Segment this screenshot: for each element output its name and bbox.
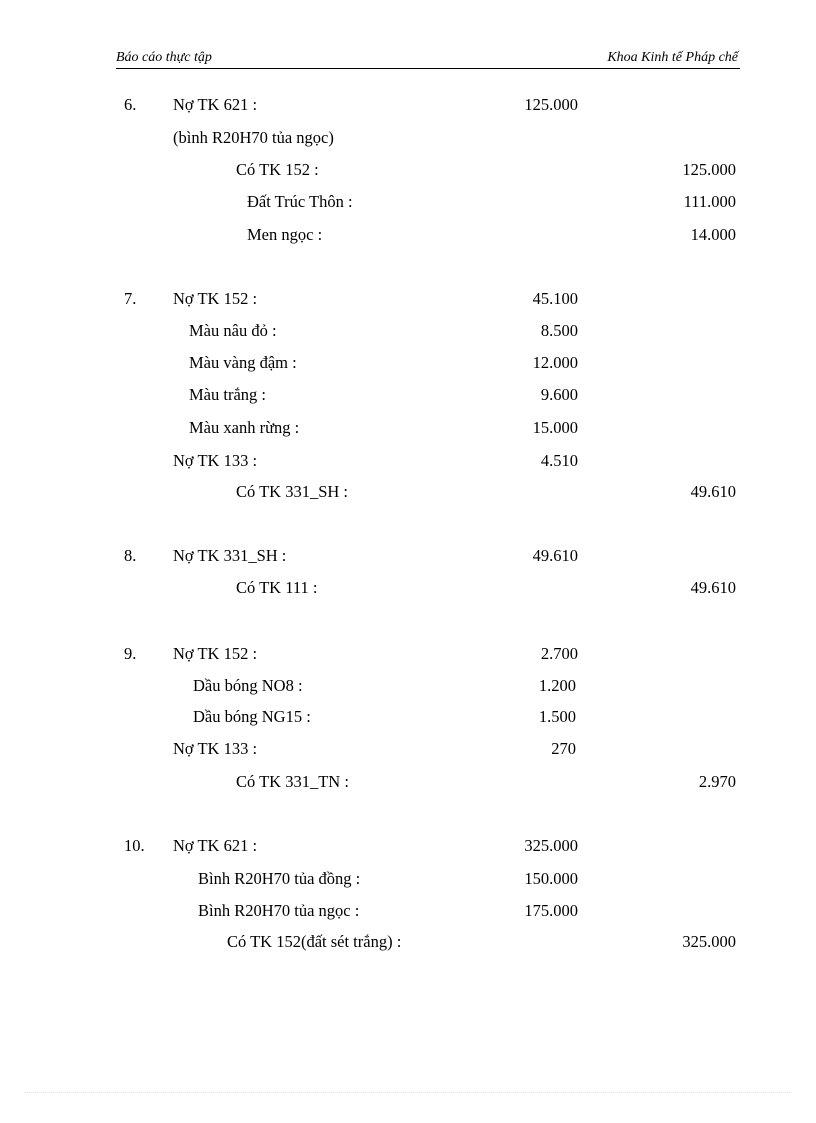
account-label: Có TK 331_TN : (236, 772, 349, 791)
debit-amount: 45.100 (532, 289, 578, 308)
header-rule (116, 68, 740, 69)
entry-number: 7. (124, 289, 137, 308)
account-label: Bình R20H70 tủa ngọc : (198, 901, 360, 920)
account-label: Nợ TK 621 : (173, 95, 258, 114)
entry-line (0, 223, 816, 247)
debit-amount: 270 (551, 739, 576, 758)
entry-number: 9. (124, 644, 137, 663)
debit-amount: 1.500 (538, 707, 576, 726)
account-label: Dầu bóng NO8 : (193, 676, 303, 695)
debit-amount: 15.000 (532, 418, 578, 437)
debit-amount: 325.000 (524, 836, 578, 855)
account-label: Có TK 152(đất sét trắng) : (227, 932, 402, 951)
account-label: Nợ TK 152 : (173, 644, 258, 663)
entry-line (0, 867, 816, 891)
entry-line (0, 544, 816, 568)
entry-line (0, 480, 816, 504)
entry-line (0, 576, 816, 600)
debit-amount: 9.600 (540, 385, 578, 404)
entry-number: 6. (124, 95, 137, 114)
entry-line (0, 158, 816, 182)
account-label: Có TK 111 : (236, 578, 318, 597)
debit-amount: 175.000 (524, 901, 578, 920)
debit-amount: 49.610 (532, 546, 578, 565)
entry-number: 10. (124, 836, 145, 855)
credit-amount: 2.970 (698, 772, 736, 791)
debit-amount: 8.500 (540, 321, 578, 340)
entry-line (0, 416, 816, 440)
entry-line (0, 770, 816, 794)
entry-line (0, 930, 816, 954)
entry-line (0, 126, 816, 150)
entry-line (0, 642, 816, 666)
entry-line (0, 899, 816, 923)
account-label: Dầu bóng NG15 : (193, 707, 311, 726)
credit-amount: 325.000 (682, 932, 736, 951)
account-label: Có TK 152 : (236, 160, 319, 179)
debit-amount: 1.200 (538, 676, 576, 695)
account-label: Nợ TK 152 : (173, 289, 258, 308)
account-label: Bình R20H70 tủa đồng : (198, 869, 361, 888)
account-label: Đất Trúc Thôn : (247, 192, 353, 211)
entry-line (0, 190, 816, 214)
entry-line (0, 674, 816, 698)
entry-line (0, 737, 816, 761)
header-faculty: Khoa Kinh tế Pháp chế (607, 50, 738, 65)
entry-number: 8. (124, 546, 137, 565)
account-label: Màu xanh rừng : (189, 418, 300, 437)
entry-line (0, 449, 816, 473)
account-label: Nợ TK 133 : (173, 451, 258, 470)
footer-dotted-line (24, 1092, 792, 1093)
account-label: Màu trắng : (189, 385, 266, 404)
debit-amount: 4.510 (540, 451, 578, 470)
account-label: (bình R20H70 tủa ngọc) (173, 128, 334, 147)
debit-amount: 125.000 (524, 95, 578, 114)
entry-line (0, 383, 816, 407)
debit-amount: 12.000 (532, 353, 578, 372)
debit-amount: 2.700 (540, 644, 578, 663)
account-label: Nợ TK 331_SH : (173, 546, 287, 565)
account-label: Nợ TK 133 : (173, 739, 258, 758)
entry-line (0, 319, 816, 343)
entry-line (0, 93, 816, 117)
credit-amount: 14.000 (690, 225, 736, 244)
account-label: Nợ TK 621 : (173, 836, 258, 855)
credit-amount: 49.610 (690, 482, 736, 501)
entry-line (0, 834, 816, 858)
account-label: Men ngọc : (247, 225, 323, 244)
credit-amount: 49.610 (690, 578, 736, 597)
account-label: Có TK 331_SH : (236, 482, 349, 501)
credit-amount: 111.000 (683, 192, 736, 211)
account-label: Màu nâu đỏ : (189, 321, 277, 340)
credit-amount: 125.000 (682, 160, 736, 179)
entry-line (0, 287, 816, 311)
header-report-title: Báo cáo thực tập (116, 50, 212, 65)
entry-line (0, 705, 816, 729)
debit-amount: 150.000 (524, 869, 578, 888)
entry-line (0, 351, 816, 375)
account-label: Màu vàng đậm : (189, 353, 297, 372)
